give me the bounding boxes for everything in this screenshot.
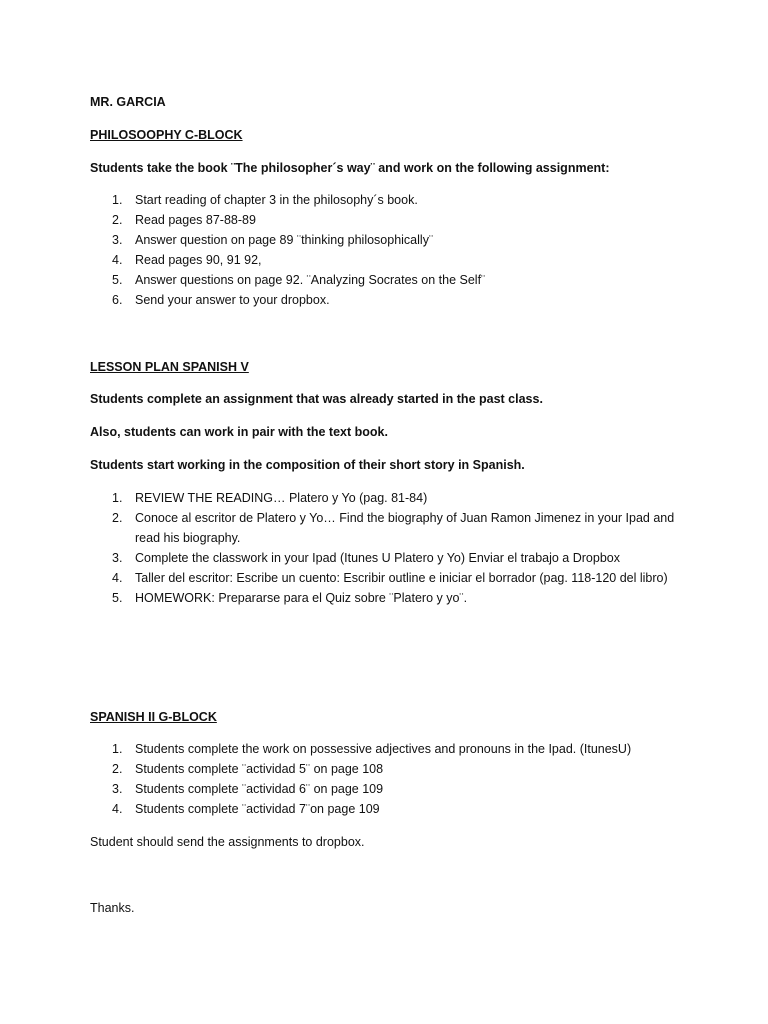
item-text: Students complete the work on possessive adjectives and pronouns in the Ipad. (ItunesU) xyxy=(135,742,632,756)
item-number: 4. xyxy=(112,253,123,267)
item-number: 2. xyxy=(112,213,123,227)
item-number: 3. xyxy=(112,233,123,247)
item-text: Read pages 90, 91 92, xyxy=(135,253,262,267)
item-text: Students complete ¨actividad 7¨on page 109 xyxy=(135,802,380,816)
item-text: Start reading of chapter 3 in the philosophy´s book. xyxy=(135,193,418,207)
item-number: 6. xyxy=(112,293,123,307)
item-number: 2. xyxy=(112,511,123,525)
list-item xyxy=(90,488,690,508)
item-number: 5. xyxy=(112,591,123,605)
philosophy-heading: PHILOSOOPHY C-BLOCK xyxy=(90,128,243,142)
list-item xyxy=(90,588,690,608)
item-text: Students complete ¨actividad 6¨ on page 109 xyxy=(135,782,384,796)
item-text: Complete the classwork in your Ipad (Itunes U Platero y Yo) Enviar el trabajo a Dropbox xyxy=(135,551,620,565)
spanish-v-line-3: Students start working in the composition of their short story in Spanish. xyxy=(90,458,525,472)
item-text: Send your answer to your dropbox. xyxy=(135,293,330,307)
item-text: Taller del escritor: Escribe un cuento: Escribir outline e iniciar el borrador (pag. 118-120 del libro) xyxy=(135,571,668,585)
teacher-name: MR. GARCIA xyxy=(90,95,166,109)
list-item xyxy=(90,568,690,588)
philosophy-intro: Students take the book ¨The philosopher´s way¨ and work on the following assignment: xyxy=(90,161,610,175)
item-number: 1. xyxy=(112,491,123,505)
item-text: Read pages 87-88-89 xyxy=(135,213,256,227)
spanish-ii-heading: SPANISH II G-BLOCK xyxy=(90,710,217,724)
item-number: 3. xyxy=(112,551,123,565)
item-number: 1. xyxy=(112,742,123,756)
list-item xyxy=(90,250,690,270)
item-text: Students complete ¨actividad 5¨ on page 108 xyxy=(135,762,384,776)
list-item xyxy=(90,210,690,230)
signoff: Thanks. xyxy=(90,901,135,915)
spanish-v-list xyxy=(90,488,690,608)
item-number: 4. xyxy=(112,802,123,816)
spanish-v-line-2: Also, students can work in pair with the text book. xyxy=(90,425,388,439)
item-text: Answer questions on page 92. ¨Analyzing Socrates on the Self¨ xyxy=(135,273,486,287)
item-number: 4. xyxy=(112,571,123,585)
item-number: 1. xyxy=(112,193,123,207)
list-item xyxy=(90,190,690,210)
list-item xyxy=(90,779,690,799)
item-text: REVIEW THE READING… Platero y Yo (pag. 81-84) xyxy=(135,491,428,505)
list-item xyxy=(90,290,690,310)
spanish-ii-list xyxy=(90,739,690,819)
spanish-ii-closing: Student should send the assignments to dropbox. xyxy=(90,835,365,849)
item-number: 5. xyxy=(112,273,123,287)
list-item xyxy=(90,799,690,819)
spanish-v-heading: LESSON PLAN SPANISH V xyxy=(90,360,249,374)
list-item xyxy=(90,230,690,250)
item-number: 2. xyxy=(112,762,123,776)
item-number: 3. xyxy=(112,782,123,796)
philosophy-list xyxy=(90,190,690,310)
item-text: Answer question on page 89 ¨thinking philosophically¨ xyxy=(135,233,434,247)
list-item xyxy=(90,759,690,779)
item-text: Conoce al escritor de Platero y Yo… Find the biography of Juan Ramon Jimenez in your Ipad and read his biography. xyxy=(135,511,675,545)
item-text: HOMEWORK: Prepararse para el Quiz sobre ¨Platero y yo¨. xyxy=(135,591,468,605)
list-item xyxy=(90,508,690,548)
list-item xyxy=(90,270,690,290)
list-item xyxy=(90,739,690,759)
list-item xyxy=(90,548,690,568)
spanish-v-line-1: Students complete an assignment that was already started in the past class. xyxy=(90,392,543,406)
